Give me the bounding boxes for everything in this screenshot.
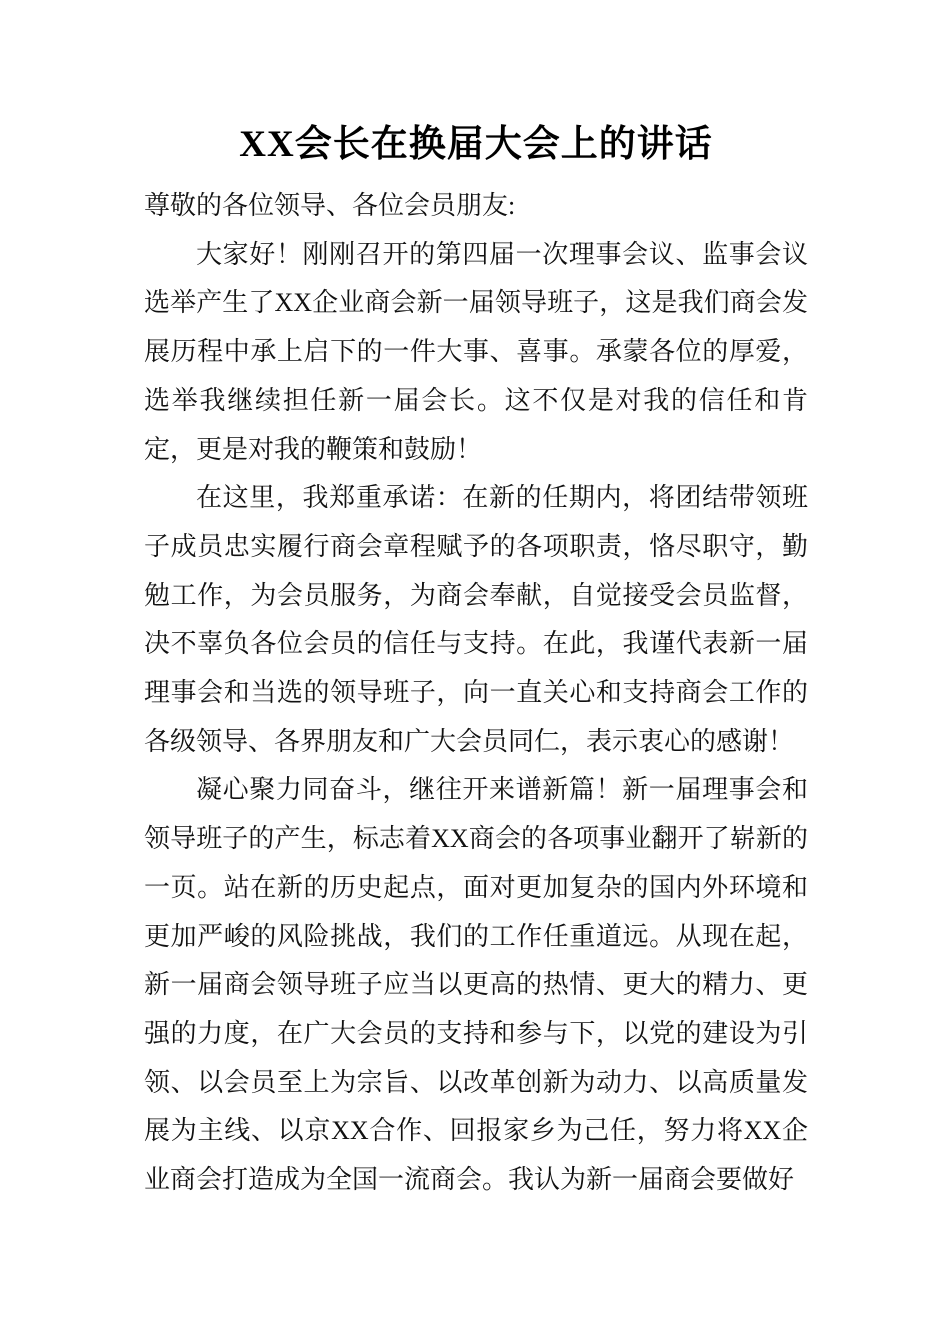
salutation-line: 尊敬的各位领导、各位会员朋友:	[144, 191, 516, 220]
paragraph-commitment-thanks: 在这里，我郑重承诺：在新的任期内，将团结带领班子成员忠实履行商会章程赋予的各项职责，恪尽职守，勤勉工作，为会员服务，为商会奉献，自觉接受会员监督，决不辜负各位会员的信任与支持。在此，我谨代表新一届理事会和当选的领导班子，向一直关心和支持商会工作的各级领导、各界朋友和广大会员同仁，表示衷心的感谢！	[144, 483, 808, 756]
document-title: XX会长在换届大会上的讲话	[239, 124, 713, 165]
paragraph-greeting-election: 大家好！刚刚召开的第四届一次理事会议、监事会议选举产生了XX企业商会新一届领导班子，这是我们商会发展历程中承上启下的一件大事、喜事。承蒙各位的厚爱，选举我继续担任新一届会长。这不仅是对我的信任和肯定，更是对我的鞭策和鼓励！	[144, 239, 808, 464]
paragraph-new-term-outlook: 凝心聚力同奋斗，继往开来谱新篇！新一届理事会和领导班子的产生，标志着XX商会的各项事业翻开了崭新的一页。站在新的历史起点，面对更加复杂的国内外环境和更加严峻的风险挑战，我们的工作任重道远。从现在起，新一届商会领导班子应当以更高的热情、更大的精力、更强的力度，在广大会员的支持和参与下，以党的建设为引领、以会员至上为宗旨、以改革创新为动力、以高质量发展为主线、以京XX合作、回报家乡为己任，努力将XX企业商会打造成为全国一流商会。我认为新一届商会要做好	[144, 775, 808, 1195]
